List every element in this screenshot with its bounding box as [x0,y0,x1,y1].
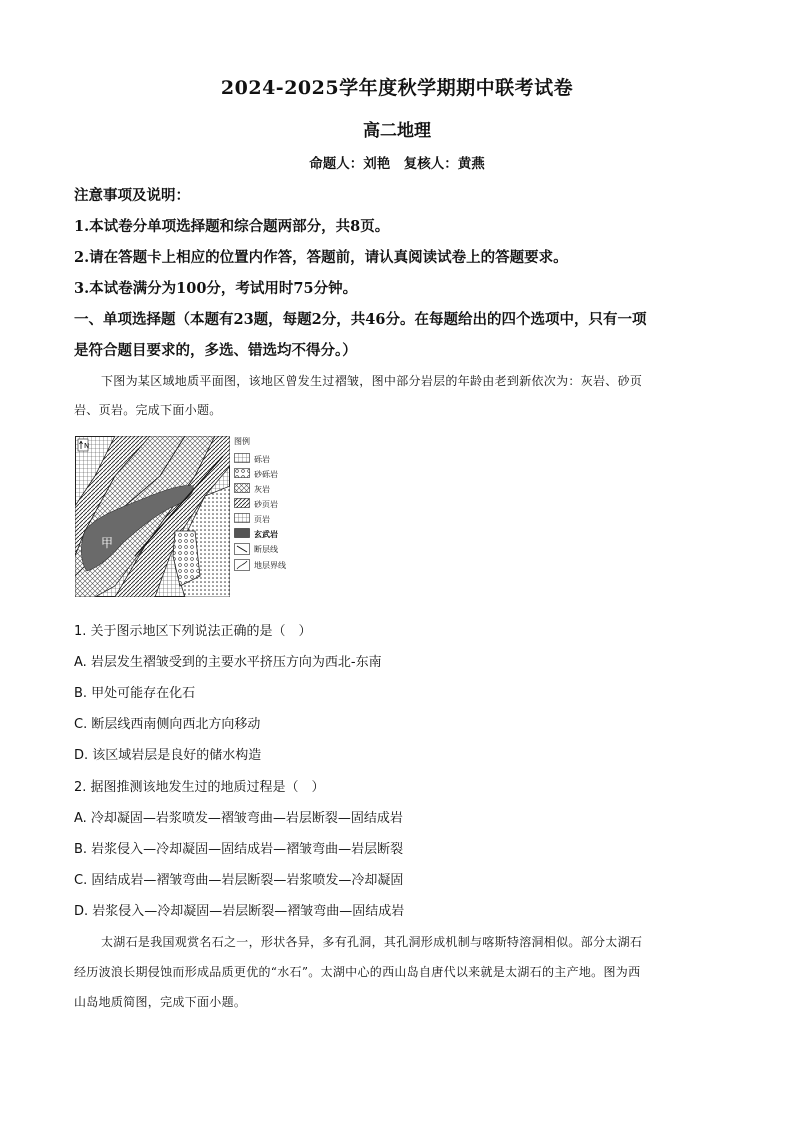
notes-heading: 注意事项及说明： [74,187,190,204]
legend-title: 图例 [234,437,250,446]
intro2-line-2: 经历波浪长期侵蚀而形成品质更优的“水石”。太湖中心的西山岛自唐代以来就是太湖石的主产地。图为西 [74,965,641,979]
legend-item-shale: 页岩 [234,513,314,525]
question-1-option-d: D. 该区域岩层是良好的储水构造 [74,748,262,763]
intro1-line-2: 岩、页岩。完成下面小题。 [74,403,222,417]
legend-item-sandy-conglomerate: 砂砾岩 [234,468,314,480]
map-legend [234,436,314,596]
note-item-2: 2.请在答题卡上相应的位置内作答，答题前，请认真阅读试卷上的答题要求。 [74,249,568,266]
geologic-map [75,436,230,597]
intro1-line-1: 下图为某区域地质平面图，该地区曾发生过褶皱，图中部分岩层的年龄由老到新依次为：灰岩、砂页 [101,374,643,388]
intro2-line-1: 太湖石是我国观赏名石之一，形状各异，多有孔洞，其孔洞形成机制与喀斯特溶洞相似。部分太湖石 [101,935,643,949]
note-item-1: 1.本试卷分单项选择题和综合题两部分，共8页。 [74,218,390,235]
intro2-line-3: 山岛地质简图，完成下面小题。 [74,995,247,1009]
legend-item-conglomerate: 砾岩 [234,453,314,465]
question-1-option-a: A. 岩层发生褶皱受到的主要水平挤压方向为西北-东南 [74,655,382,670]
exam-title: 2024-2025学年度秋学期期中联考试卷 [220,77,574,99]
subject-title: 高二地理 [363,121,431,141]
legend-item-fault-line: 断层线 [234,543,314,555]
legend-item-stratum-boundary: 地层界线 [234,559,314,571]
north-arrow-label: N [84,442,90,450]
section-heading-line-1: 一、单项选择题（本题有23题，每题2分，共46分。在每题给出的四个选项中，只有一项 [74,311,647,328]
authors-line: 命题人：刘艳 复核人：黄燕 [309,156,485,172]
question-1-stem: 1. 关于图示地区下列说法正确的是（ ） [74,624,312,639]
question-2-option-d: D. 岩浆侵入—冷却凝固—岩层断裂—褶皱弯曲—固结成岩 [74,904,405,919]
question-2-option-a: A. 冷却凝固—岩浆喷发—褶皱弯曲—岩层断裂—固结成岩 [74,811,403,826]
question-1-option-c: C. 断层线西南侧向西北方向移动 [74,717,261,732]
region-label: 甲 [101,536,114,550]
question-1-option-b: B. 甲处可能存在化石 [74,686,196,701]
note-item-3: 3.本试卷满分为100分，考试用时75分钟。 [74,280,358,297]
legend-item-basalt: 玄武岩 [234,528,314,540]
question-2-option-c: C. 固结成岩—褶皱弯曲—岩层断裂—岩浆喷发—冷却凝固 [74,873,404,888]
section-heading-line-2: 是符合题目要求的，多选、错选均不得分。） [74,342,357,359]
question-2-stem: 2. 据图推测该地发生过的地质过程是（ ） [74,780,325,795]
legend-item-sandy-shale: 砂页岩 [234,498,314,510]
question-2-option-b: B. 岩浆侵入—冷却凝固—固结成岩—褶皱弯曲—岩层断裂 [74,842,404,857]
legend-item-limestone: 灰岩 [234,483,314,495]
